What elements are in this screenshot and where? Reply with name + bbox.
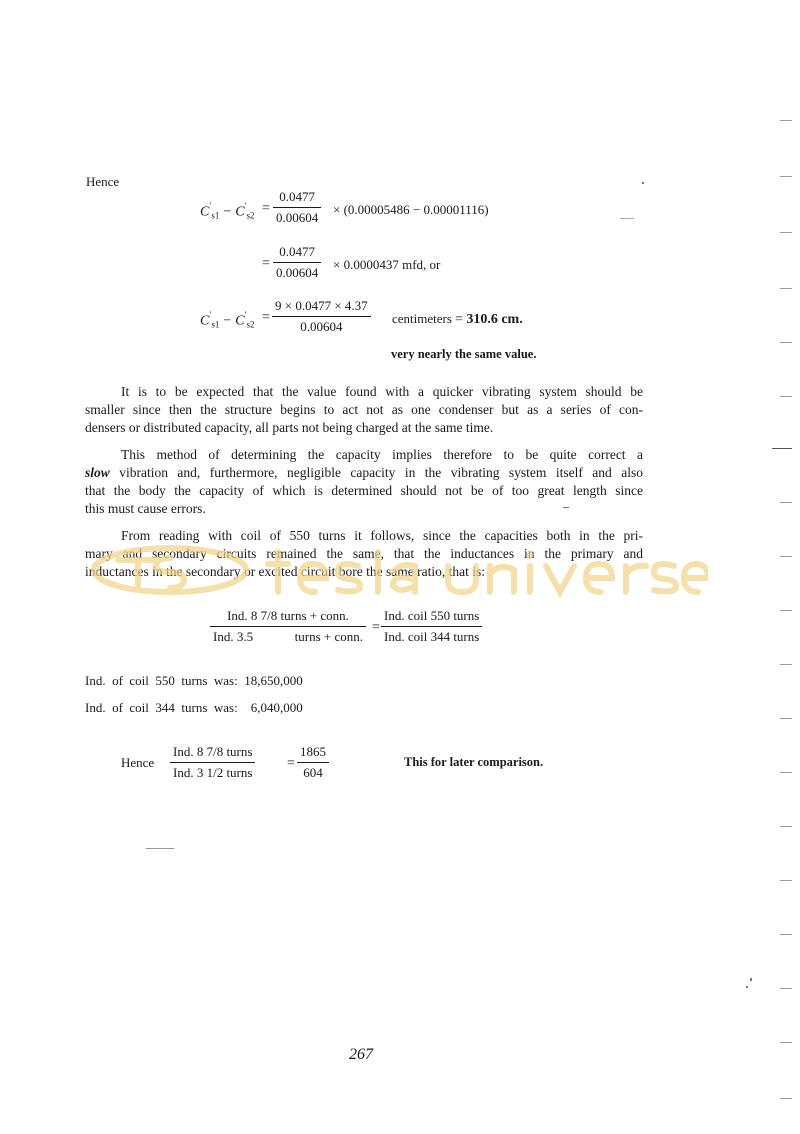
equation-2-rhs: × 0.0000437 mfd, or bbox=[333, 257, 441, 272]
minus-sign: − bbox=[223, 204, 232, 220]
scan-speck bbox=[146, 848, 174, 849]
margin-mark bbox=[780, 718, 792, 719]
fraction-denominator: 604 bbox=[303, 765, 323, 780]
fraction-numerator: 0.0477 bbox=[279, 244, 315, 259]
paragraph-1 bbox=[85, 383, 643, 437]
paragraph-line: inductances in the secondary or excited circuit bore the same ratio, that is: bbox=[85, 564, 485, 579]
margin-mark bbox=[780, 556, 792, 557]
later-comparison-note: This for later comparison. bbox=[404, 755, 544, 769]
fraction-denominator: 0.00604 bbox=[300, 319, 343, 334]
paragraph-line: This method of determining the capacity implies therefore to be quite correct a bbox=[121, 447, 643, 462]
paragraph-line: mary and secondary circuits remained the same, that the inductances in the primary and bbox=[85, 546, 643, 561]
result-value: 310.6 cm. bbox=[466, 312, 523, 327]
variable-c: C bbox=[200, 313, 210, 329]
margin-mark bbox=[780, 664, 792, 665]
hence-label: Hence bbox=[121, 755, 155, 770]
margin-mark bbox=[780, 610, 792, 611]
fraction-numerator: 0.0477 bbox=[279, 189, 315, 204]
margin-mark bbox=[780, 396, 792, 397]
inductance-344: Ind. of coil 344 turns was: 6,040,000 bbox=[85, 700, 303, 715]
variable-c: C bbox=[235, 313, 245, 329]
paragraph-line: that the body the capacity of which is determined should not be of too great length since bbox=[85, 483, 643, 498]
fraction-denominator bbox=[210, 627, 366, 645]
right-fraction bbox=[381, 608, 482, 645]
equation-3-rhs bbox=[392, 311, 523, 328]
right-fraction bbox=[297, 744, 329, 781]
denominator-part: turns + conn. bbox=[294, 629, 363, 644]
paragraph-line: smaller since then the structure begins to act not as one condenser but as a series of con- bbox=[85, 402, 643, 417]
margin-mark bbox=[780, 1042, 792, 1043]
minus-sign: − bbox=[223, 313, 232, 329]
margin-mark bbox=[780, 988, 792, 989]
fraction bbox=[273, 244, 321, 281]
equals-sign: = bbox=[287, 756, 295, 771]
margin-mark bbox=[780, 934, 792, 935]
fraction bbox=[272, 298, 371, 335]
margin-mark bbox=[780, 288, 792, 289]
italic-word: slow bbox=[85, 465, 110, 480]
scan-speck bbox=[642, 182, 644, 184]
fraction-numerator: Ind. 8 7/8 turns bbox=[173, 744, 253, 759]
scan-speck bbox=[746, 986, 748, 988]
variable-c: C bbox=[235, 204, 245, 220]
equals-sign: = bbox=[262, 256, 270, 271]
fraction-denominator: 0.00604 bbox=[276, 265, 319, 280]
subscript: s1 bbox=[211, 210, 220, 221]
margin-mark bbox=[780, 880, 792, 881]
fraction-numerator: Ind. 8 7/8 turns + conn. bbox=[227, 608, 349, 623]
margin-mark bbox=[780, 772, 792, 773]
subscript: s1 bbox=[211, 319, 220, 330]
units-text: centimeters bbox=[392, 311, 452, 326]
scan-speck bbox=[620, 218, 634, 219]
equals-sign: = bbox=[455, 312, 464, 327]
paragraph-2 bbox=[85, 446, 643, 518]
paragraph-line: From reading with coil of 550 turns it follows, since the capacities both in the pri- bbox=[121, 528, 643, 543]
paragraph-line: densers or distributed capacity, all parts not being charged at the same time. bbox=[85, 420, 494, 435]
equals-sign: = bbox=[372, 620, 380, 635]
margin-mark bbox=[772, 448, 792, 449]
subscript: s2 bbox=[246, 319, 255, 330]
fraction bbox=[273, 189, 321, 226]
variable-c: C bbox=[200, 204, 210, 220]
inductance-550: Ind. of coil 550 turns was: 18,650,000 bbox=[85, 673, 303, 688]
margin-mark bbox=[780, 1098, 792, 1099]
page-number: 267 bbox=[349, 1046, 373, 1063]
fraction-numerator: 9 × 0.0477 × 4.37 bbox=[275, 298, 368, 313]
paragraph-line: this must cause errors. bbox=[85, 501, 206, 516]
equals-sign: = bbox=[262, 201, 270, 216]
margin-mark bbox=[780, 342, 792, 343]
paragraph-3 bbox=[85, 527, 643, 581]
left-fraction bbox=[170, 744, 255, 781]
equation-3-lhs: $C'_{s1} - C'_{s2}$ bbox=[200, 310, 255, 330]
equation-1-lhs: $C'_{s1} - C'_{s2}$ bbox=[200, 201, 255, 221]
margin-mark bbox=[780, 502, 792, 503]
equals-sign: = bbox=[262, 310, 270, 325]
hence-label: Hence bbox=[86, 174, 120, 189]
fraction-denominator: Ind. coil 344 turns bbox=[384, 629, 480, 644]
fraction-numerator: 1865 bbox=[300, 744, 326, 759]
fraction-denominator: 0.00604 bbox=[276, 210, 319, 225]
left-fraction bbox=[210, 608, 366, 645]
denominator-part: Ind. 3.5 bbox=[213, 629, 254, 644]
margin-mark bbox=[780, 826, 792, 827]
fraction-denominator: Ind. 3 1/2 turns bbox=[173, 765, 253, 780]
equation-1-rhs: × (0.00005486 − 0.00001116) bbox=[333, 202, 489, 217]
margin-mark bbox=[780, 176, 792, 177]
paragraph-line: It is to be expected that the value found with a quicker vibrating system should be bbox=[121, 384, 643, 399]
scan-speck bbox=[563, 507, 569, 508]
scan-speck bbox=[750, 978, 752, 981]
subscript: s2 bbox=[246, 210, 255, 221]
line-text: vibration and, furthermore, negligible capacity in the vibrating system itself and also bbox=[109, 465, 643, 480]
margin-mark bbox=[780, 232, 792, 233]
fraction-numerator: Ind. coil 550 turns bbox=[384, 608, 480, 623]
same-value-note: very nearly the same value. bbox=[391, 347, 537, 361]
paragraph-line bbox=[85, 464, 643, 482]
margin-mark bbox=[780, 120, 792, 121]
